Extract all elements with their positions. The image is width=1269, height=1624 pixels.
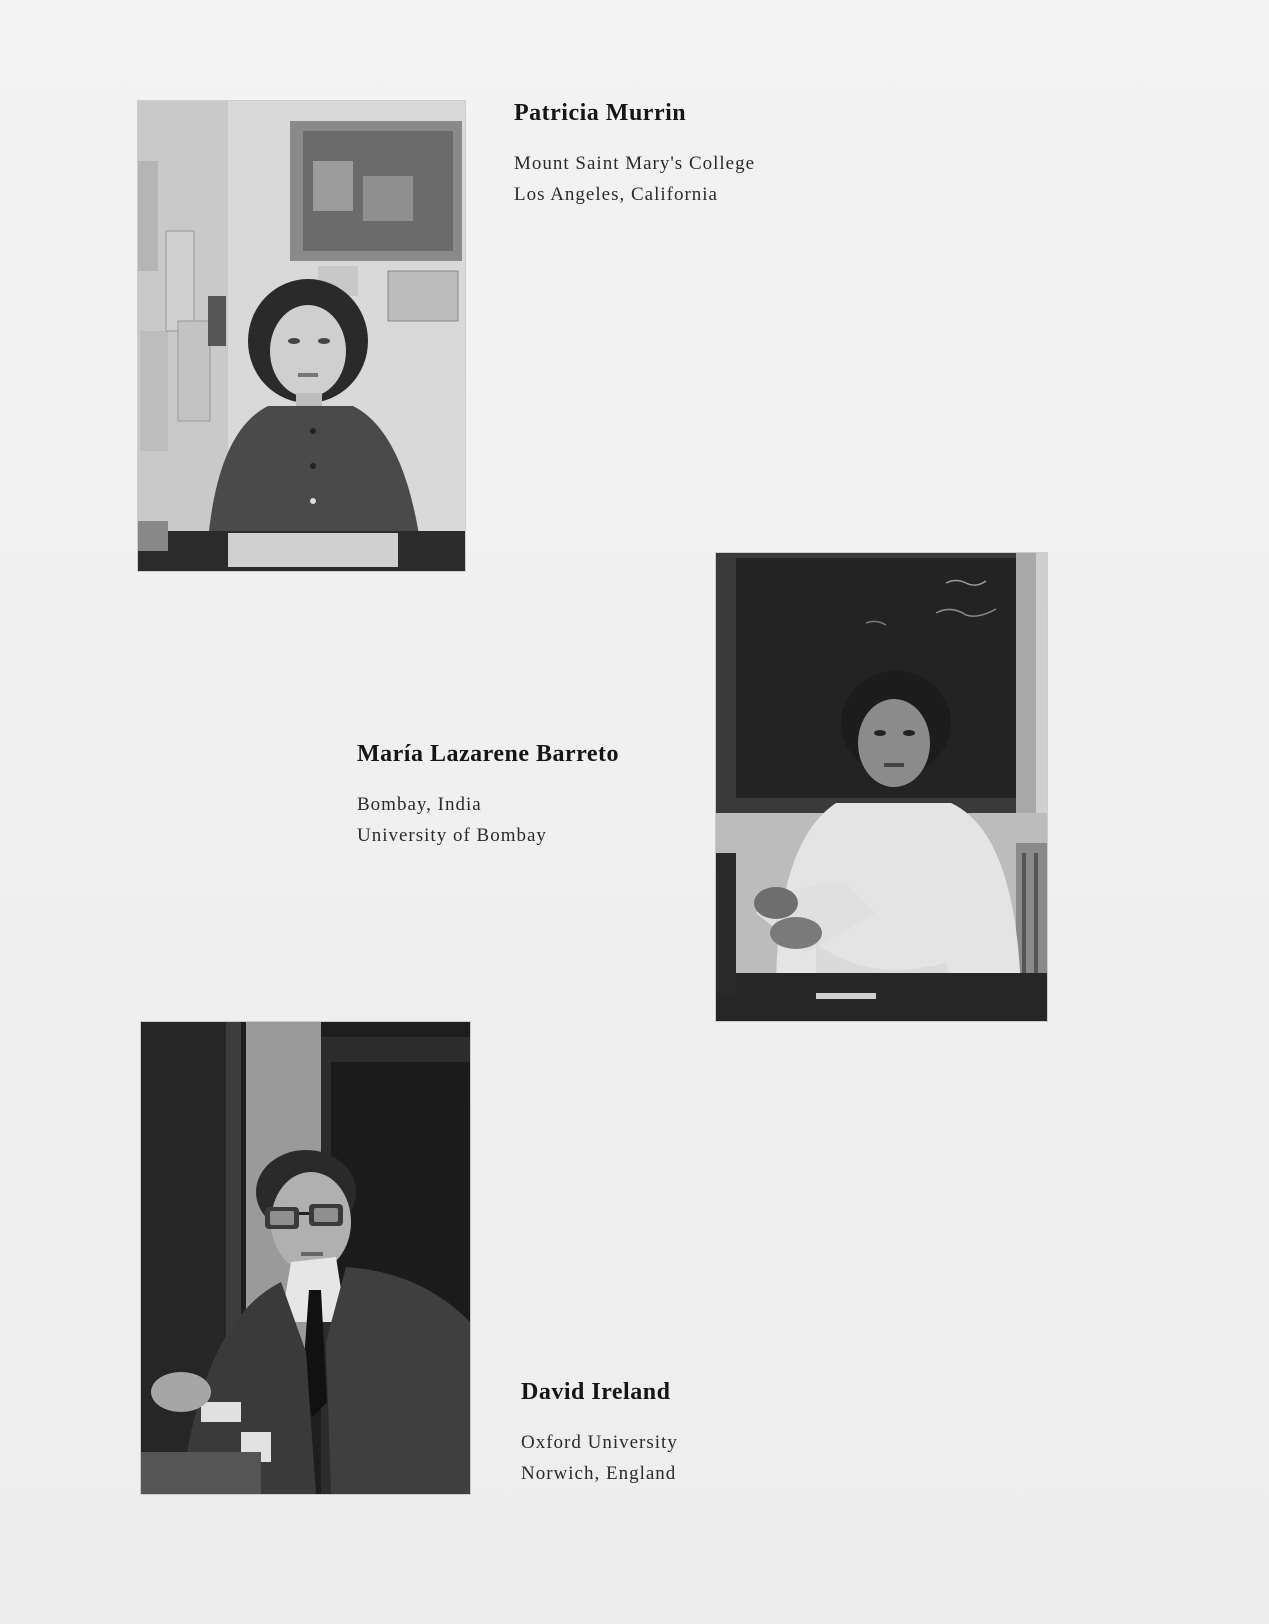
- portrait-photo-patricia-murrin: [138, 101, 465, 571]
- institution-line: Oxford University: [521, 1432, 678, 1453]
- location-line: Bombay, India: [357, 794, 482, 815]
- location-line: Los Angeles, California: [514, 184, 718, 205]
- person-name: Patricia Murrin: [514, 100, 687, 126]
- portrait-photo-icon: [138, 101, 465, 571]
- location-line: Norwich, England: [521, 1463, 677, 1484]
- portrait-photo-maria-lazarene-barreto: [716, 553, 1047, 1021]
- person-name: David Ireland: [521, 1379, 671, 1405]
- portrait-photo-icon: [716, 553, 1047, 1021]
- institution-line: University of Bombay: [357, 825, 547, 846]
- institution-line: Mount Saint Mary's College: [514, 153, 756, 174]
- portrait-photo-icon: [141, 1022, 470, 1494]
- portrait-photo-david-ireland: [141, 1022, 470, 1494]
- person-name: María Lazarene Barreto: [357, 741, 620, 767]
